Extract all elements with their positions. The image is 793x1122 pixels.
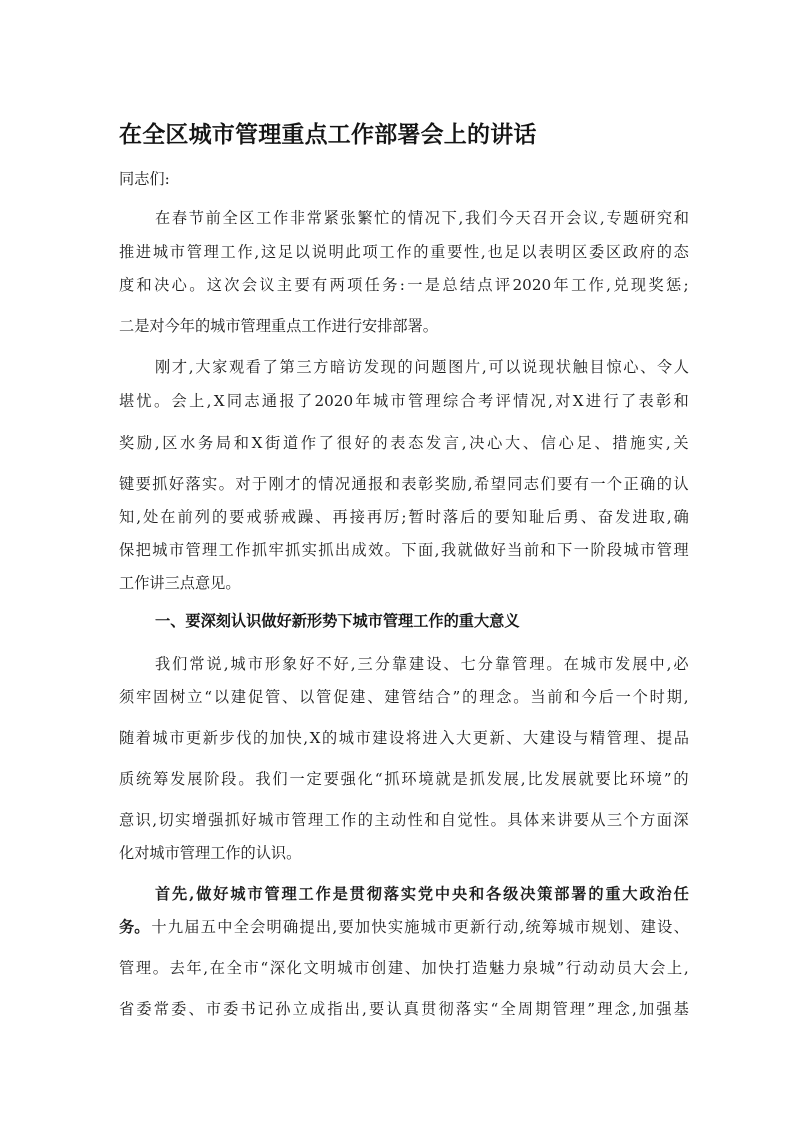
paragraph-line: 化对城市管理工作的认识。 [119,844,302,862]
document-title: 在全区城市管理重点工作部署会上的讲话 [119,122,537,148]
paragraph-line: 质 统 筹 发 展 阶 段 。 我 们 一 定 要 强 化 “ 抓 环 境 就 是 抓 发 展 , 比 发 展 就 要 比 环 境 ” 的 [119,770,689,788]
paragraph-line-bold: 首 先 , 做 好 城 市 管 理 工 作 是 贯 彻 落 实 党 中 央 和 各 级 决 策 部 署 的 重 大 政 治 任 [155,885,689,903]
paragraph-line: 在 春 节 前 全 区 工 作 非 常 紧 张 繁 忙 的 情 况 下 , 我 们 今 天 召 开 会 议 , 专 题 研 究 和 [155,209,689,227]
paragraph-line: 堪 忧 。 会 上 , X 同 志 通 报 了 2020 年 城 市 管 理 综 合 考 评 情 况 , 对 X 进 行 了 表 彰 和 [119,392,689,410]
paragraph-line: 知 , 处 在 前 列 的 要 戒 骄 戒 躁 、 再 接 再 厉 ; 暂 时 落 后 的 要 知 耻 后 勇 、 奋 发 进 取 , 确 [119,508,689,526]
paragraph-line: 推 进 城 市 管 理 工 作 , 这 足 以 说 明 此 项 工 作 的 重 要 性 , 也 足 以 表 明 区 委 区 政 府 的 态 [119,243,689,261]
paragraph-line-mixed [119,913,689,941]
paragraph-line: 意 识 , 切 实 增 强 抓 好 城 市 管 理 工 作 的 主 动 性 和 自 觉 性 。 具 体 来 讲 要 从 三 个 方 面 深 [119,811,689,829]
paragraph-line: 管 理 。 去 年 , 在 全 市 “ 深 化 文 明 城 市 创 建 、 加 快 打 造 魅 力 泉 城 ” 行 动 动 员 大 会 上 , [119,959,689,977]
bold-lead-in: 务。 [119,918,150,936]
paragraph-line: 保 把 城 市 管 理 工 作 抓 牢 抓 实 抓 出 成 效 。 下 面 , 我 就 做 好 当 前 和 下 一 阶 段 城 市 管 理 [119,541,689,559]
paragraph-line: 随 着 城 市 更 新 步 伐 的 加 快 , X 的 城 市 建 设 将 进 入 大 更 新 、 大 建 设 与 精 管 理 、 提 品 [119,729,689,747]
paragraph-line: 奖 励 , 区 水 务 局 和 X 街 道 作 了 很 好 的 表 态 发 言 , 决 心 大 、 信 心 足 、 措 施 实 , 关 [119,434,689,452]
paragraph-line: 省 委 常 委 、 市 委 书 记 孙 立 成 指 出 , 要 认 真 贯 彻 落 实 “ 全 周 期 管 理 ” 理 念 , 加 强 基 [119,1000,689,1018]
paragraph-line: 我 们 常 说 , 城 市 形 象 好 不 好 , 三 分 靠 建 设 、 七 分 靠 管 理 。 在 城 市 发 展 中 , 必 [155,655,689,673]
paragraph-line: 刚 才 , 大 家 观 看 了 第 三 方 暗 访 发 现 的 问 题 图 片 , 可 以 说 现 状 触 目 惊 心 、 令 人 [155,358,689,376]
section-heading: 一、要深刻认识做好新形势下城市管理工作的重大意义 [155,612,520,630]
salutation: 同志们: [119,170,170,188]
paragraph-line: 度 和 决 心 。 这 次 会 议 主 要 有 两 项 任 务 : 一 是 总 结 点 评 2020 年 工 作 , 兑 现 奖 惩 ; [119,276,689,294]
paragraph-line: 二是对今年的城市管理重点工作进行安排部署。 [119,317,438,335]
paragraph-line-tail: 十 九 届 五 中 全 会 明 确 提 出 , 要 加 快 实 施 城 市 更 新 行 动 , 统 筹 城 市 规 划 、 建 设 、 [151,918,689,936]
paragraph-line: 须 牢 固 树 立 “ 以 建 促 管 、 以 管 促 建 、 建 管 结 合 ” 的 理 念 。 当 前 和 今 后 一 个 时 期 , [119,688,689,706]
paragraph-line: 工作讲三点意见。 [119,574,241,592]
paragraph-line: 键 要 抓 好 落 实 。 对 于 刚 才 的 情 况 通 报 和 表 彰 奖 励 , 希 望 同 志 们 要 有 一 个 正 确 的 认 [119,475,689,493]
